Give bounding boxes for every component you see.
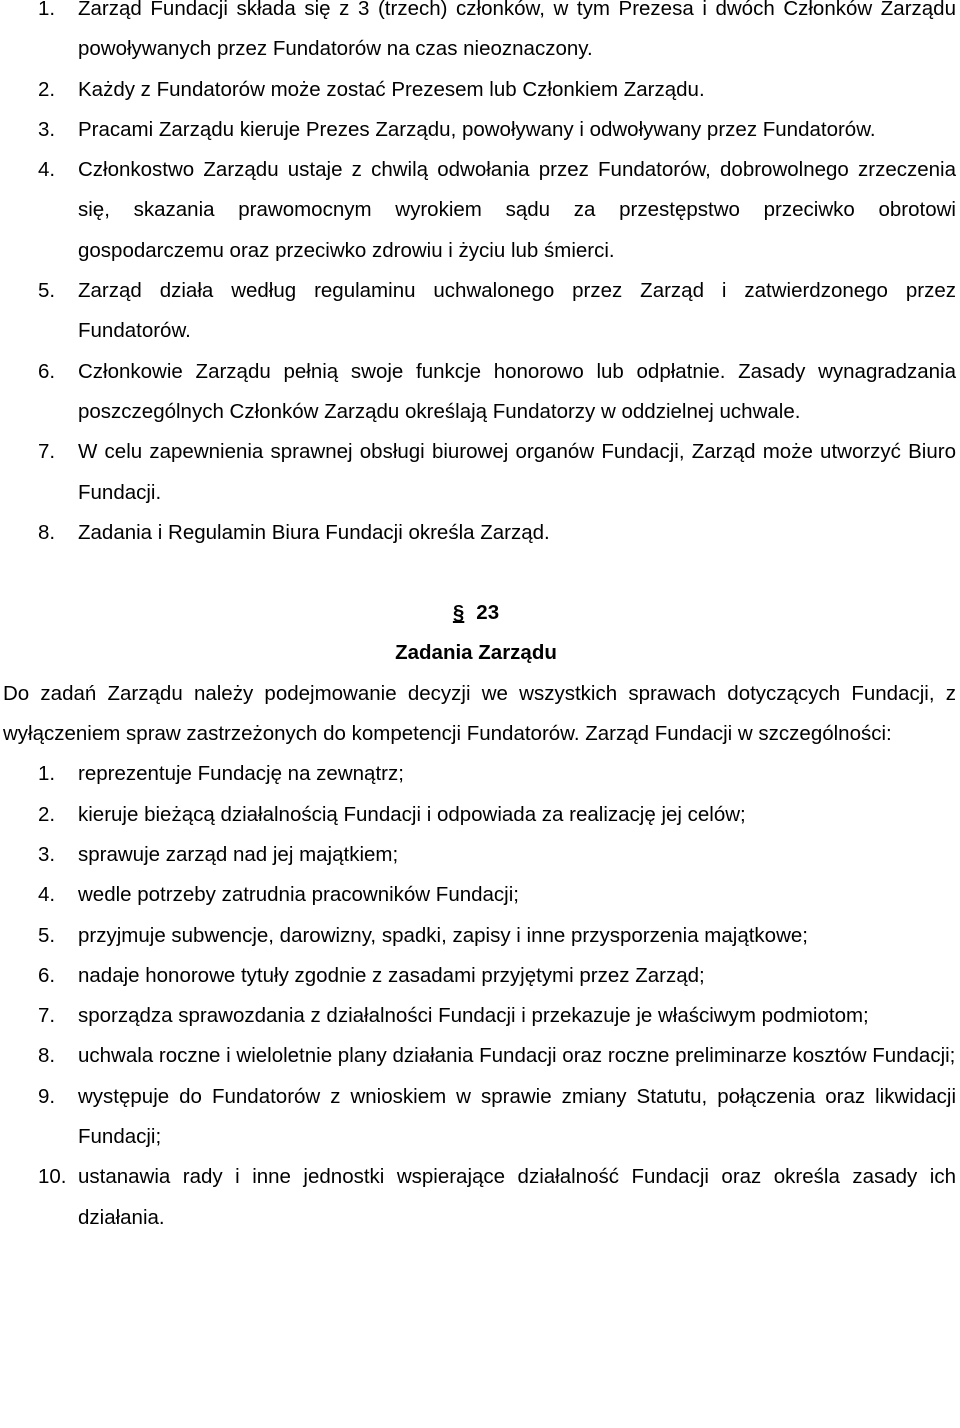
item-text: nadaje honorowe tytuły zgodnie z zasadami przyjętymi przez Zarząd; bbox=[78, 963, 705, 987]
list-item bbox=[0, 795, 960, 835]
list-item bbox=[0, 956, 960, 996]
item-number: 4. bbox=[38, 158, 56, 182]
board-tasks-list bbox=[0, 754, 960, 1238]
paragraph-sign: § bbox=[452, 601, 465, 625]
list-item bbox=[0, 1157, 960, 1238]
item-number: 6. bbox=[38, 963, 56, 987]
list-item bbox=[0, 916, 960, 956]
item-text: sporządza sprawozdania z działalności Fundacji i przekazuje je właściwym podmiotom; bbox=[78, 1004, 869, 1028]
list-item bbox=[0, 352, 960, 433]
item-number: 3. bbox=[38, 117, 56, 141]
list-item bbox=[0, 1036, 960, 1076]
item-text: przyjmuje subwencje, darowizny, spadki, zapisy i inne przysporzenia majątkowe; bbox=[78, 923, 808, 947]
list-item bbox=[0, 875, 960, 915]
item-number: 10. bbox=[38, 1165, 67, 1189]
item-text: występuje do Fundatorów z wnioskiem w sprawie zmiany Statutu, połączenia oraz likwidacji Fundacji; bbox=[78, 1084, 956, 1149]
item-number: 2. bbox=[38, 77, 56, 101]
item-number: 3. bbox=[38, 842, 56, 866]
item-text: Każdy z Fundatorów może zostać Prezesem lub Członkiem Zarządu. bbox=[78, 77, 705, 101]
list-item bbox=[0, 996, 960, 1036]
item-text: Członkostwo Zarządu ustaje z chwilą odwołania przez Fundatorów, dobrowolnego zrzeczenia się, skazania prawomocnym wyrokiem sądu za przestępstwo przeciwko obrotowi gospodarczemu oraz przeciwko zdrowiu i życiu lub śmierci. bbox=[78, 158, 956, 262]
item-text: kieruje bieżącą działalnością Fundacji i odpowiada za realizację jej celów; bbox=[78, 802, 746, 826]
item-number: 6. bbox=[38, 359, 56, 383]
section-number-value: 23 bbox=[476, 601, 500, 625]
item-number: 1. bbox=[38, 762, 56, 786]
item-text: reprezentuje Fundację na zewnątrz; bbox=[78, 762, 404, 786]
item-number: 9. bbox=[38, 1084, 56, 1108]
item-number: 5. bbox=[38, 279, 56, 303]
item-text: Pracami Zarządu kieruje Prezes Zarządu, powoływany i odwoływany przez Fundatorów. bbox=[78, 117, 876, 141]
item-text: Zarząd Fundacji składa się z 3 (trzech) członków, w tym Prezesa i dwóch Członków Zarządu powoływanych przez Fundatorów na czas nieoznaczony. bbox=[78, 0, 956, 61]
list-item bbox=[0, 70, 960, 110]
list-item bbox=[0, 271, 960, 352]
item-text: Zadania i Regulamin Biura Fundacji określa Zarząd. bbox=[78, 520, 550, 544]
section-title: Zadania Zarządu bbox=[395, 641, 557, 665]
list-item bbox=[0, 754, 960, 794]
item-number: 7. bbox=[38, 440, 56, 464]
list-item bbox=[0, 150, 960, 271]
list-item bbox=[0, 835, 960, 875]
item-text: W celu zapewnienia sprawnej obsługi biurowej organów Fundacji, Zarząd może utworzyć Biuro Fundacji. bbox=[78, 440, 956, 504]
section-spacer bbox=[0, 553, 960, 593]
item-number: 8. bbox=[38, 520, 56, 544]
list-item bbox=[0, 0, 960, 70]
section-intro: Do zadań Zarządu należy podejmowanie decyzji we wszystkich sprawach dotyczących Fundacji, z wyłączeniem spraw zastrzeżonych do kompetencji Fundatorów. Zarząd Fundacji w szczególności: bbox=[3, 681, 956, 746]
item-number: 2. bbox=[38, 802, 56, 826]
item-number: 5. bbox=[38, 923, 56, 947]
item-text: wedle potrzeby zatrudnia pracowników Fundacji; bbox=[78, 883, 519, 907]
item-number: 4. bbox=[38, 883, 56, 907]
item-text: Członkowie Zarządu pełnią swoje funkcje honorowo lub odpłatnie. Zasady wynagradzania poszczególnych Członków Zarządu określają Fundatorzy w oddzielnej uchwale. bbox=[78, 359, 956, 423]
list-item bbox=[0, 432, 960, 513]
item-text: sprawuje zarząd nad jej majątkiem; bbox=[78, 842, 399, 866]
item-text: ustanawia rady i inne jednostki wspierające działalność Fundacji oraz określa zasady ich działania. bbox=[78, 1165, 956, 1229]
item-text: uchwala roczne i wieloletnie plany działania Fundacji oraz roczne preliminarze kosztów Fundacji; bbox=[78, 1044, 956, 1068]
list-item bbox=[0, 110, 960, 150]
list-item bbox=[0, 513, 960, 553]
item-number: 8. bbox=[38, 1044, 56, 1068]
item-number: 1. bbox=[38, 0, 56, 20]
item-number: 7. bbox=[38, 1004, 56, 1028]
list-item bbox=[0, 1077, 960, 1158]
item-text: Zarząd działa według regulaminu uchwalonego przez Zarząd i zatwierdzonego przez Fundatorów. bbox=[78, 279, 956, 343]
section-number bbox=[0, 593, 960, 633]
board-composition-list bbox=[0, 0, 960, 553]
